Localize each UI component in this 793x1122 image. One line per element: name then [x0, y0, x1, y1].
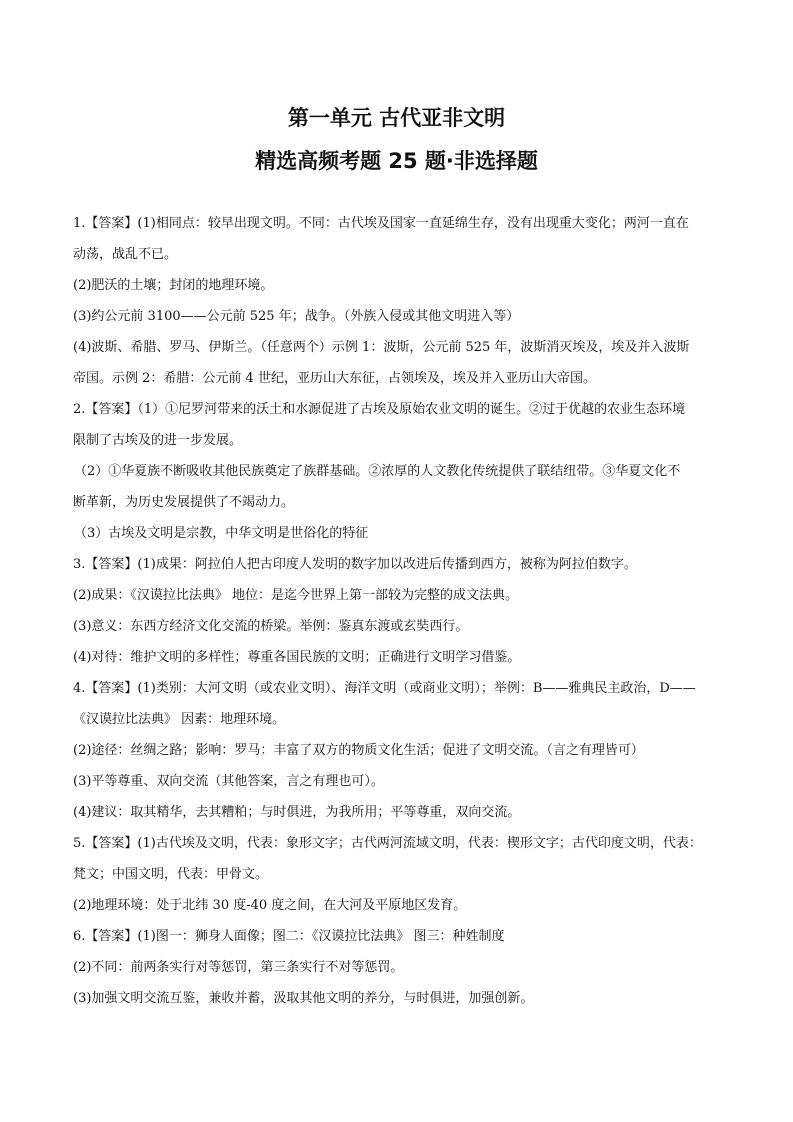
- answer-4-line-1: 4.【答案】(1)类别：大河文明（或农业文明）、海洋文明（或商业文明）；举例：B——雅典民主政治，D——: [73, 681, 696, 696]
- answer-2-line-3: （2）①华夏族不断吸收其他民族奠定了族群基础。②浓厚的人文教化传统提供了联结纽带。③华夏文化不: [74, 464, 681, 479]
- page-subtitle: 精选高频考题 25 题·非选择题: [255, 149, 538, 173]
- answer-1-line-3: (2)肥沃的土壤；封闭的地理环境。: [73, 278, 274, 293]
- answer-3-line-3: (3)意义：东西方经济文化交流的桥梁。举例：鉴真东渡或玄奘西行。: [73, 619, 469, 634]
- answer-4-line-2: 《汉谟拉比法典》 因素：地理环境。: [73, 712, 286, 727]
- answer-6-line-3: (3)加强文明交流互鉴，兼收并蓄，汲取其他文明的养分，与时俱进，加强创新。: [73, 991, 534, 1006]
- answer-4-line-3: (2)途径：丝绸之路；影响：罗马：丰富了双方的物质文化生活；促进了文明交流。（言之有理皆可）: [73, 743, 644, 758]
- answer-3-line-4: (4)对待：维护文明的多样性；尊重各国民族的文明；正确进行文明学习借鉴。: [73, 650, 521, 665]
- answer-4-line-4: (3)平等尊重、双向交流（其他答案，言之有理也可）。: [73, 774, 384, 789]
- answer-1-line-4: (3)约公元前 3100——公元前 525 年；战争。（外族入侵或其他文明进入等）: [73, 309, 520, 324]
- answer-content: [73, 208, 723, 1014]
- answer-5-line-2: 梵文；中国文明，代表：甲骨文。: [73, 867, 269, 882]
- answer-6-line-2: (2)不同：前两条实行对等惩罚，第三条实行不对等惩罚。: [73, 960, 404, 975]
- answer-6-line-1: 6.【答案】(1)图一：狮身人面像；图二：《汉谟拉比法典》 图三：种姓制度: [73, 929, 505, 944]
- answer-3-line-1: 3.【答案】(1)成果：阿拉伯人把古印度人发明的数字加以改进后传播到西方，被称为阿拉伯数字。: [73, 557, 637, 572]
- answer-5-line-3: (2)地理环境：处于北纬 30 度-40 度之间，在大河及平原地区发育。: [73, 898, 467, 913]
- page-title: 第一单元 古代亚非文明: [287, 106, 506, 130]
- answer-2-line-4: 断革新，为历史发展提供了不竭动力。: [73, 495, 295, 510]
- answer-5-line-1: 5.【答案】(1)古代埃及文明，代表：象形文字；古代两河流域文明，代表：楔形文字；古代印度文明，代表：: [73, 836, 702, 851]
- answer-2-line-1: 2.【答案】（1）①尼罗河带来的沃土和水源促进了古埃及原始农业文明的诞生。②过于优越的农业生态环境: [73, 402, 686, 417]
- answer-2-line-2: 限制了古埃及的进一步发展。: [73, 433, 243, 448]
- answer-4-line-5: (4)建议：取其精华，去其糟粕；与时俱进，为我所用；平等尊重，双向交流。: [73, 805, 521, 820]
- answer-1-line-5: (4)波斯、希腊、罗马、伊斯兰。（任意两个）示例 1：波斯，公元前 525 年，波斯消灭埃及，埃及并入波斯: [73, 340, 690, 355]
- answer-3-line-2: (2)成果：《汉谟拉比法典》 地位：是迄今世界上第一部较为完整的成文法典。: [73, 588, 519, 603]
- answer-2-line-5: （3）古埃及文明是宗教，中华文明是世俗化的特征: [74, 526, 369, 541]
- answer-1-line-1: 1.【答案】(1)相同点：较早出现文明。不同：古代埃及国家一直延绵生存，没有出现重大变化；两河一直在: [73, 216, 689, 231]
- answer-1-line-2: 动荡，战乱不已。: [73, 247, 178, 262]
- answer-1-line-6: 帝国。示例 2：希腊：公元前 4 世纪，亚历山大东征，占领埃及，埃及并入亚历山大帝国。: [73, 371, 596, 386]
